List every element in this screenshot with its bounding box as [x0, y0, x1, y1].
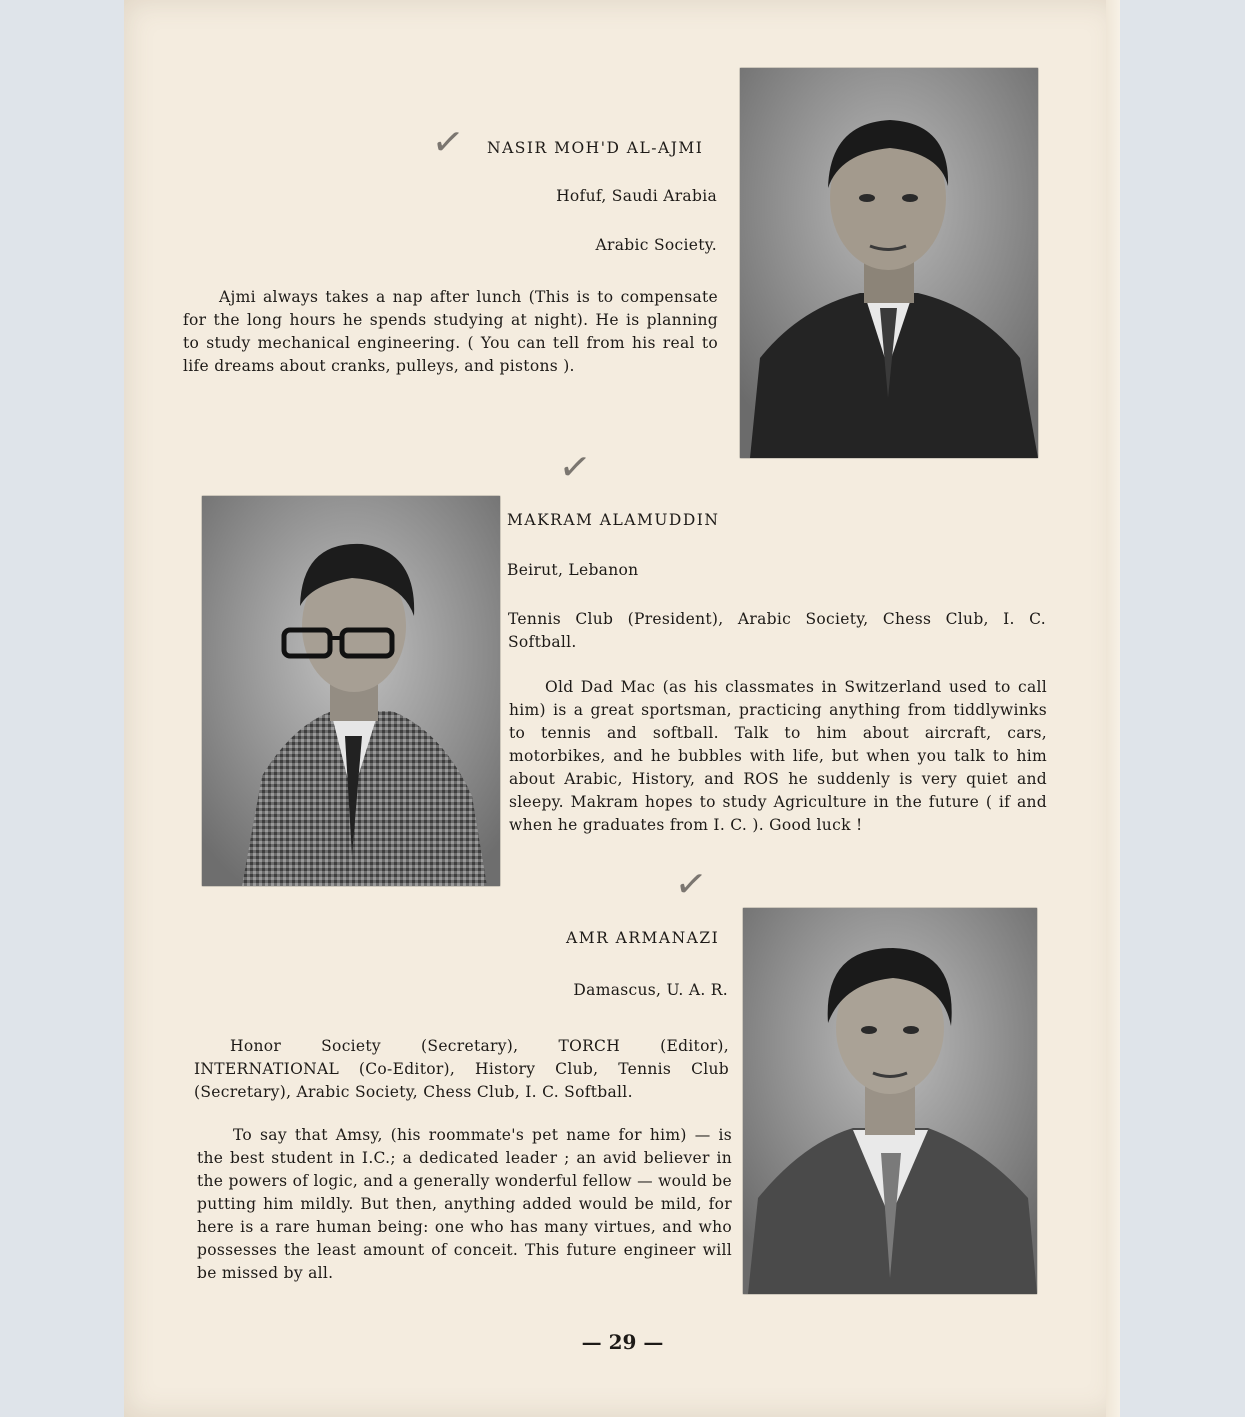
entry-2-hometown: Beirut, Lebanon [507, 561, 639, 579]
portrait-photo-3 [743, 908, 1037, 1294]
entry-2-bio: Old Dad Mac (as his classmates in Switzerland used to call him) is a great sportsman, practicing anything from tiddlywinks to tennis and softball. Talk to him about aircraft, cars, motorbikes, and he bubbles with life, but when you talk to him about Arabic, History, and ROS he suddenly is very quiet and sleepy. Makram hopes to study Agriculture in the future ( if and when he graduates from I. C. ). Good luck ! [509, 678, 1047, 834]
portrait-photo-1 [740, 68, 1038, 458]
check-mark-2: ✓ [556, 442, 594, 492]
entry-1-name: NASIR MOH'D AL-AJMI [487, 139, 704, 157]
page-number: — 29 — [581, 1330, 664, 1354]
entry-3-name: AMR ARMANAZI [566, 929, 720, 947]
entry-3-activities: Honor Society (Secretary), TORCH (Editor), INTERNATIONAL (Co-Editor), History Club, Tennis Club (Secretary), Arabic Society, Chess Club, I. C. Softball. [194, 1037, 729, 1101]
entry-2-activities: Tennis Club (President), Arabic Society, Chess Club, I. C. Softball. [508, 610, 1046, 651]
check-mark-1: ✓ [429, 117, 467, 167]
entry-1-hometown: Hofuf, Saudi Arabia [556, 187, 717, 205]
entry-3-hometown: Damascus, U. A. R. [573, 981, 728, 999]
portrait-photo-2 [202, 496, 500, 886]
page-edge [1106, 0, 1120, 1417]
entry-1-activities: Arabic Society. [595, 236, 717, 254]
entry-2-name: MAKRAM ALAMUDDIN [507, 511, 720, 529]
check-mark-3: ✓ [672, 859, 710, 909]
entry-3-bio: To say that Amsy, (his roommate's pet name for him) — is the best student in I.C.; a dedicated leader ; an avid believer in the powers of logic, and a generally wonderful fellow — would be putting him mildly. But then, anything added would be mild, for here is a rare human being: one who has many virtues, and who possesses the least amount of conceit. This future engineer will be missed by all. [197, 1126, 732, 1282]
entry-1-bio: Ajmi always takes a nap after lunch (This is to compensate for the long hours he spends studying at night). He is planning to study mechanical engineering. ( You can tell from his real to life dreams about cranks, pulleys, and pistons ). [183, 288, 718, 375]
